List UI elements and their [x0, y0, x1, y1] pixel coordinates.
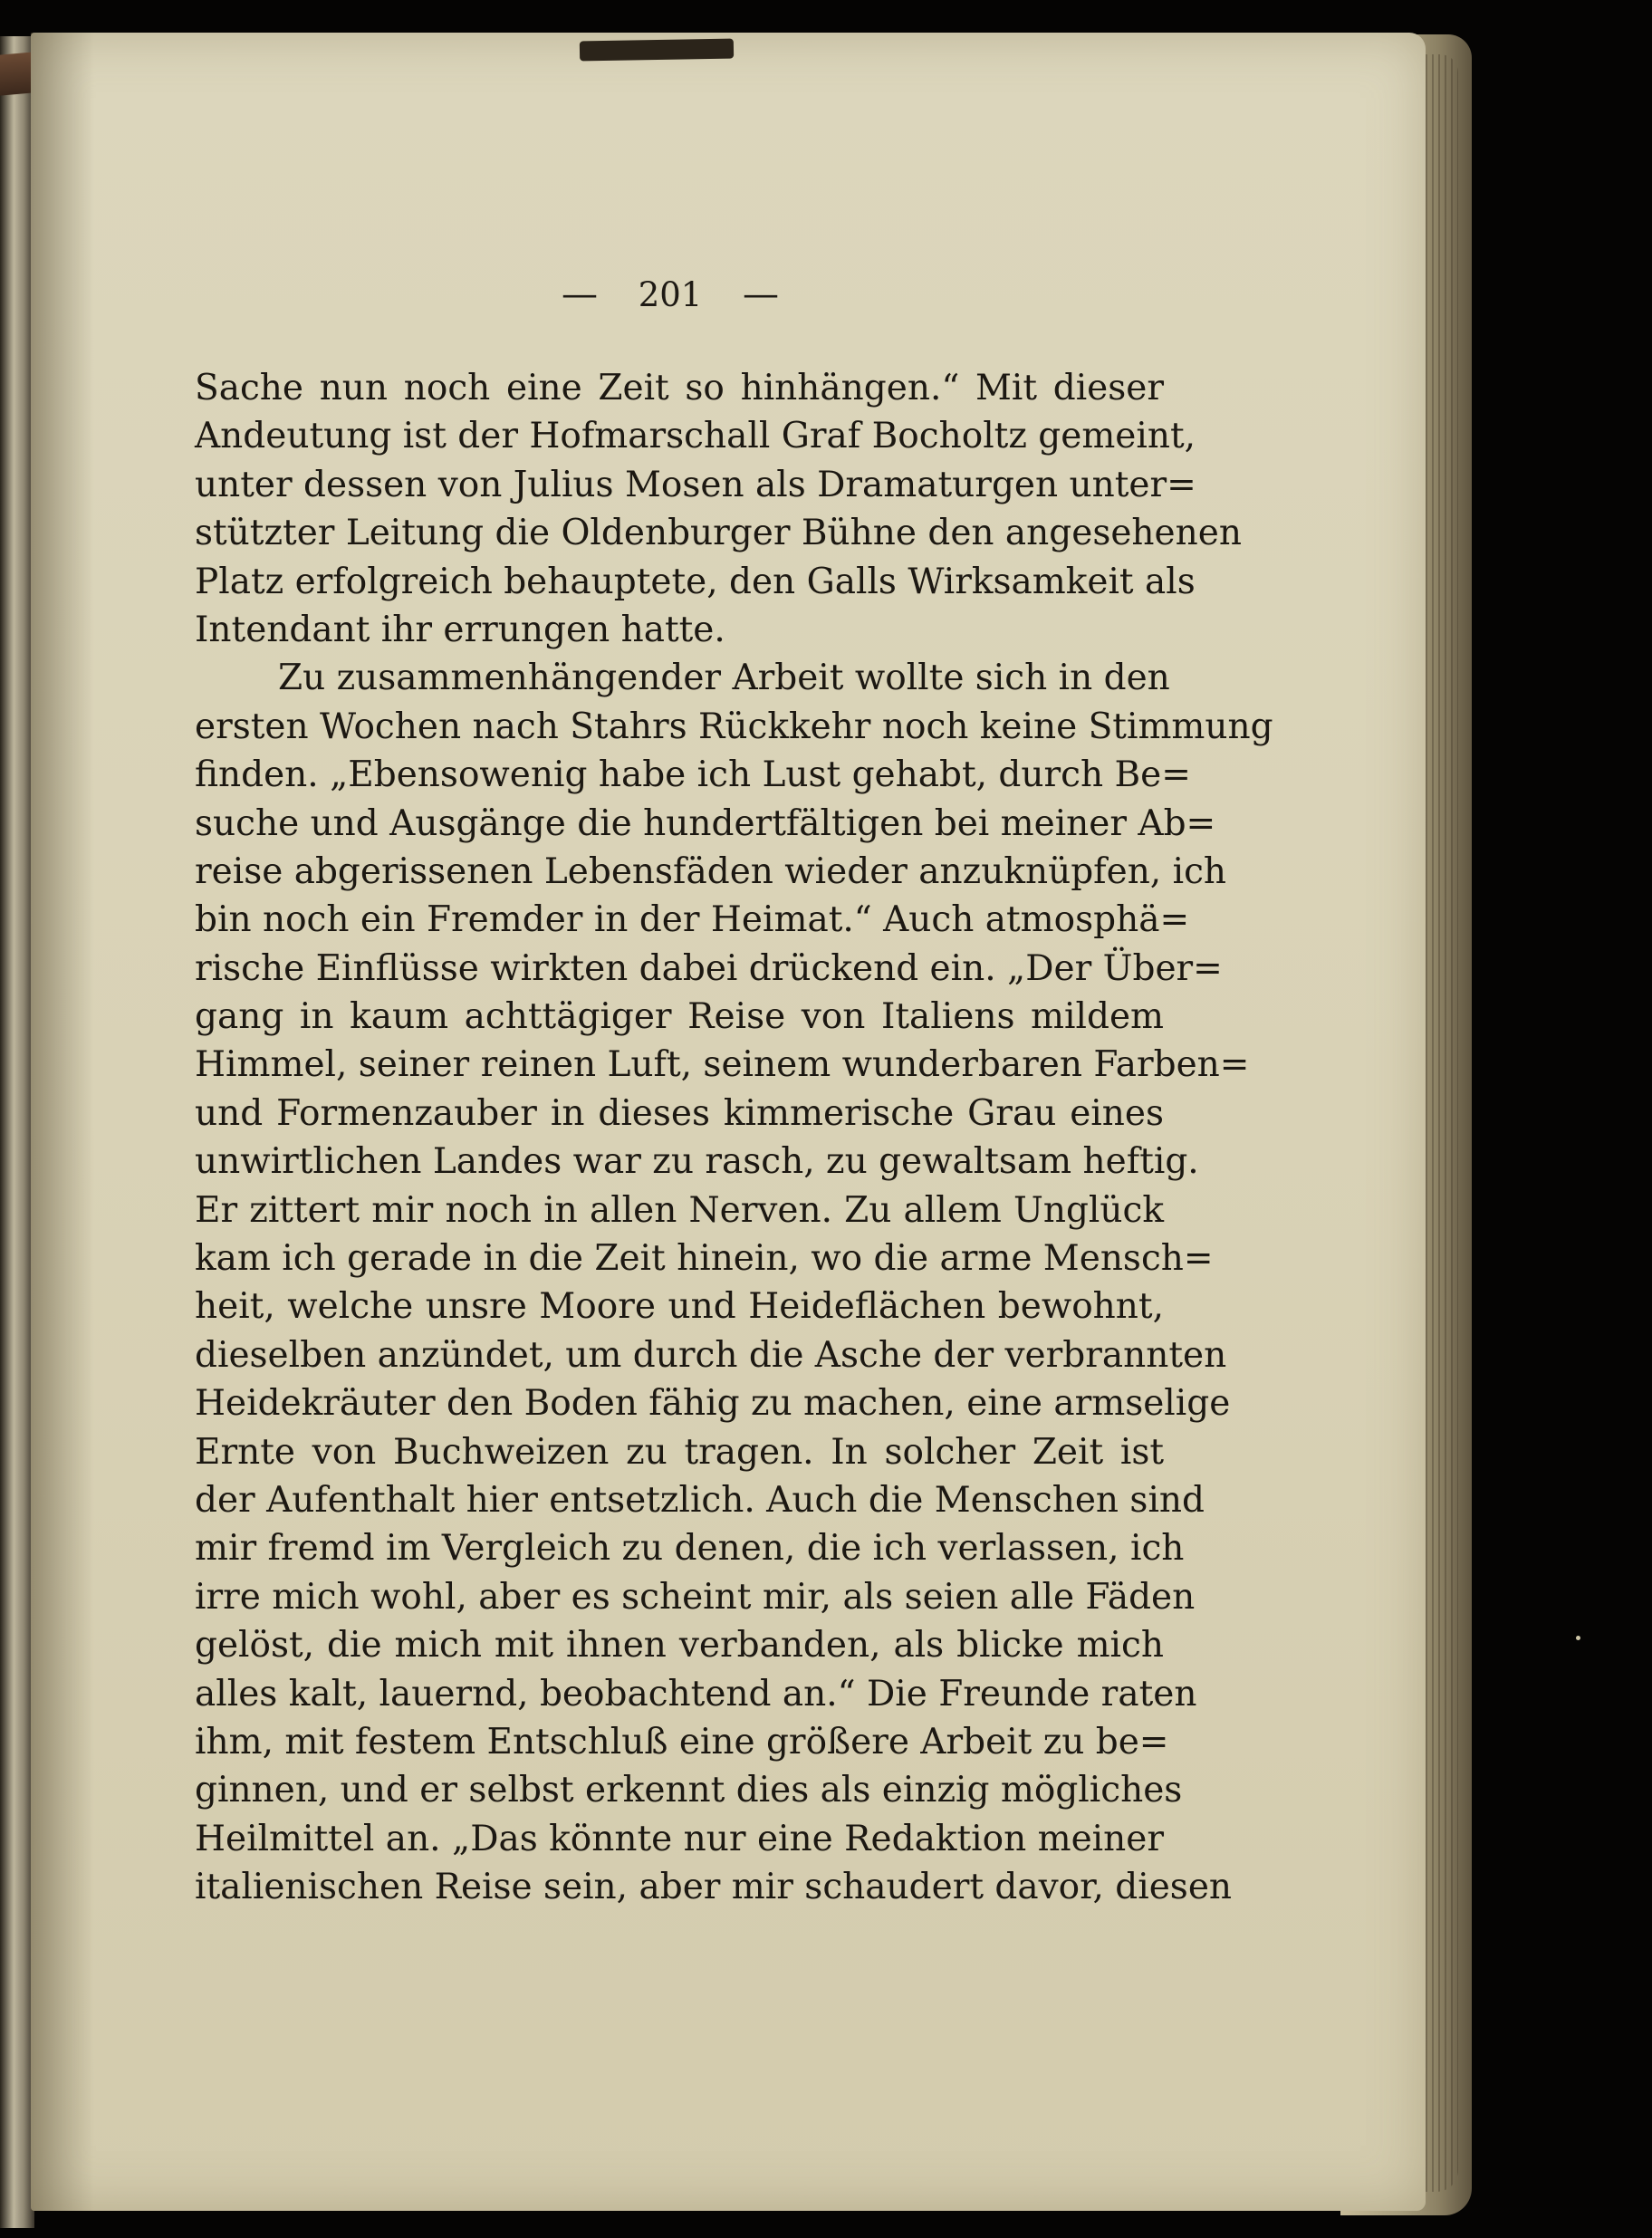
text-line: Zu zusammenhängender Arbeit wollte sich in den [278, 658, 1170, 699]
text-line: finden. „Ebensowenig habe ich Lust gehabt, durch Be= [195, 754, 1191, 796]
text-line: Sache nun noch eine Zeit so hinhängen.“ Mit dieser [195, 368, 1164, 408]
text-line: ihm, mit festem Entschluß eine größere Arbeit zu be= [195, 1721, 1169, 1763]
text-line: gelöst, die mich mit ihnen verbanden, als blicke mich [195, 1625, 1164, 1666]
header-dash-right: — [743, 274, 779, 315]
text-line: Platz erfolgreich behauptete, den Galls Wirksamkeit als [195, 561, 1196, 602]
text-line: unter dessen von Julius Mosen als Dramaturgen unter= [195, 464, 1196, 505]
text-line: alles kalt, lauernd, beobachtend an.“ Die Freunde raten [195, 1673, 1197, 1715]
text-line: gang in kaum achttägiger Reise von Italiens mildem [195, 996, 1164, 1038]
header-dash-left: — [562, 274, 598, 315]
text-line: mir fremd im Vergleich zu denen, die ich verlassen, ich [195, 1528, 1185, 1570]
text-line: Heidekräuter den Boden fähig zu machen, eine armselige [195, 1383, 1231, 1425]
gutter-shadow [31, 33, 94, 2211]
text-line: stützter Leitung die Oldenburger Bühne den angesehenen [195, 513, 1242, 554]
text-line: Ernte von Buchweizen zu tragen. In solcher Zeit ist [195, 1431, 1164, 1473]
text-line: rische Einflüsse wirkten dabei drückend ein. „Der Über= [195, 947, 1223, 989]
text-line: Heilmittel an. „Das könnte nur eine Redaktion meiner [195, 1818, 1164, 1859]
text-line: Er zittert mir noch in allen Nerven. Zu allem Unglück [195, 1189, 1164, 1231]
text-line: und Formenzauber in dieses kimmerische Grau eines [195, 1092, 1164, 1134]
left-page-edge [0, 36, 34, 2228]
text-line: kam ich gerade in die Zeit hinein, wo die arme Mensch= [195, 1238, 1214, 1280]
text-line: Andeutung ist der Hofmarschall Graf Bocholtz gemeint, [195, 416, 1196, 457]
text-line: ersten Wochen nach Stahrs Rückkehr noch keine Stimmung [195, 706, 1273, 747]
text-line: bin noch ein Fremder in der Heimat.“ Auch atmosphä= [195, 899, 1190, 941]
text-line: dieselben anzündet, um durch die Asche der verbrannten [195, 1334, 1227, 1376]
text-line: unwirtlichen Landes war zu rasch, zu gewaltsam heftig. [195, 1141, 1199, 1183]
text-line: Intendant ihr errungen hatte. [195, 609, 725, 650]
text-line: reise abgerissenen Lebensfäden wieder anzuknüpfen, ich [195, 850, 1227, 892]
text-line: Himmel, seiner reinen Luft, seinem wunderbaren Farben= [195, 1044, 1250, 1086]
page-tear [580, 39, 734, 62]
text-line: italienischen Reise sein, aber mir schaudert davor, diesen [195, 1867, 1233, 1908]
text-line: heit, welche unsre Moore und Heideflächen bewohnt, [195, 1286, 1164, 1328]
text-line: irre mich wohl, aber es scheint mir, als seien alle Fäden [195, 1576, 1196, 1618]
body-text [195, 364, 1273, 1912]
text-line: suche und Ausgänge die hundertfältigen bei meiner Ab= [195, 802, 1216, 844]
dust-speck [1576, 1636, 1580, 1640]
page-number: 201 [638, 274, 703, 314]
text-line: ginnen, und er selbst erkennt dies als einzig mögliches [195, 1770, 1183, 1811]
text-line: der Aufenthalt hier entsetzlich. Auch die Menschen sind [195, 1479, 1205, 1521]
